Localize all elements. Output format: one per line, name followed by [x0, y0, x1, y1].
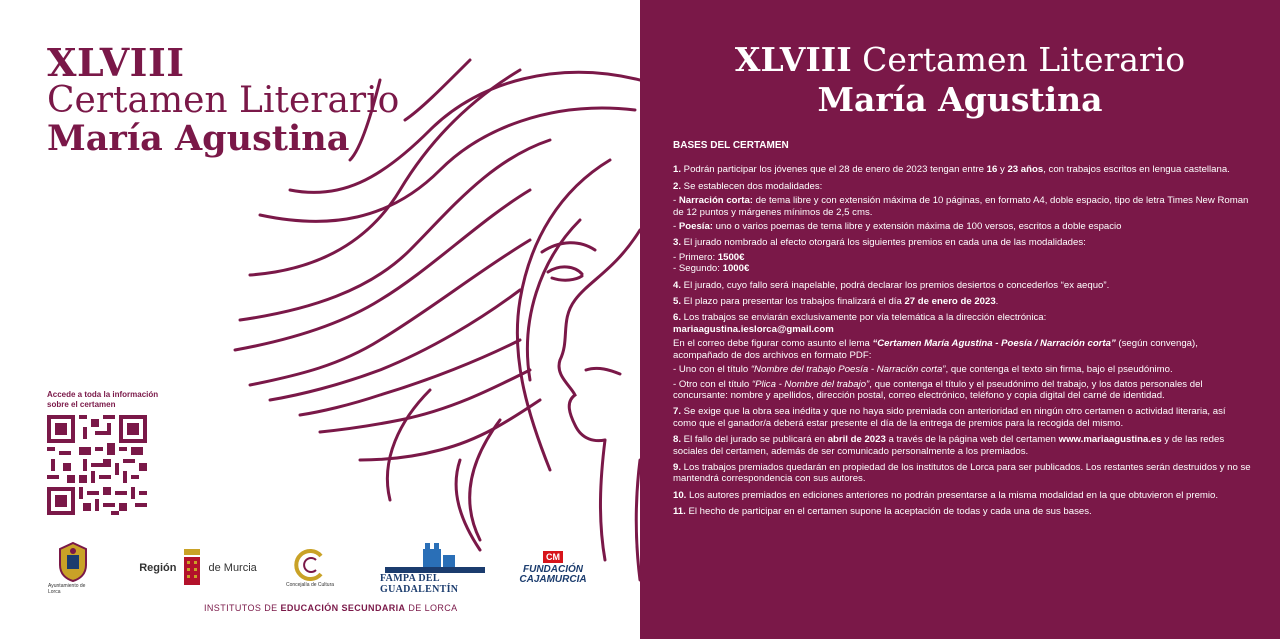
base-1: 1. Podrán participar los jóvenes que el 28 de enero de 2023 tengan entre 16 y 23 años, con trabajos escritos en lengua castellana. [673, 164, 1230, 176]
base-3-prizes: - Primero: 1500€ - Segundo: 1000€ [673, 251, 750, 275]
base-7: 7. Se exige que la obra sea inédita y que no haya sido premiada con anterioridad en ningún otro certamen o actividad literaria, así como que el ganador/a deberá estar presente el día de la entrega de premios para la recogida del mismo. [673, 406, 1226, 429]
bases-heading: BASES DEL CERTAMEN [673, 140, 789, 151]
woman-face-illustration [230, 40, 640, 600]
right-title-rest: Certamen Literario [851, 40, 1186, 79]
base-2: 2. Se establecen dos modalidades: [673, 180, 823, 192]
concejalia-label: Concejalía de Cultura [285, 582, 335, 588]
fundacion-cajamurcia-logo [518, 540, 588, 596]
fampa-logo [380, 540, 490, 596]
bases-section [673, 140, 1251, 523]
base-4: 4. El jurado, cuyo fallo será inapelable, podrá declarar los premios desiertos o concederlos “ex aequo”. [673, 279, 1110, 291]
murcia-emblem-icon [182, 547, 202, 589]
region-label-right: de Murcia [208, 562, 257, 574]
fampa-label: FAMPA DEL GUADALENTÍN [380, 573, 459, 595]
qr-caption-line2: sobre el certamen [47, 400, 116, 409]
base-5: 5. El plazo para presentar los trabajos finalizará el día 27 de enero de 2023. [673, 296, 999, 308]
base-6-doc1: - Uno con el título “Nombre del trabajo Poesía - Narración corta”, que contenga el texto sin firma, bajo el pseudónimo. [673, 364, 1173, 376]
base-9: 9. Los trabajos premiados quedarán en propiedad de los institutos de Lorca para ser publicados. Los restantes serán destruidos y no se mantendrá correspondencia con sus autores. [673, 461, 1251, 485]
institutos-bold: EDUCACIÓN SECUNDARIA [280, 603, 406, 613]
base-10: 10. Los autores premiados en ediciones anteriores no podrán presentarse a la misma modalidad en la que obtuvieron el premio. [673, 489, 1219, 501]
cm-badge: CM [543, 551, 563, 563]
cajamurcia-label: CAJAMURCIA [519, 574, 587, 585]
fundacion-label: FUNDACIÓN [523, 564, 583, 575]
base-3: 3. El jurado nombrado al efecto otorgará los siguientes premios en cada una de las modalidades: [673, 237, 1086, 249]
castle-icon [385, 541, 485, 573]
qr-code[interactable] [47, 415, 147, 515]
base-6: 6. Los trabajos se enviarán exclusivamente por vía telemática a la dirección electrónica: mariaagustina.ieslorca@gmail.com [673, 312, 1047, 335]
qr-caption-line1: Accede a toda la información [47, 390, 159, 399]
ayuntamiento-label: Ayuntamiento de Lorca [48, 583, 86, 595]
left-title-numeral: XLVIII [47, 40, 185, 85]
ayuntamiento-logo [48, 540, 98, 596]
base-6-asunto: En el correo debe figurar como asunto el lema “Certamen María Agustina - Poesía / Narración corta” (según convenga), acompañado de dos archivos en formato PDF: [673, 338, 1198, 361]
base-8: 8. El fallo del jurado se publicará en abril de 2023 a través de la página web del certamen www.mariaagustina.es y de las redes sociales del certamen, además de ser comunicado personalmente a los premiados. [673, 434, 1225, 457]
region-murcia-logo [138, 540, 258, 596]
left-title-line2: Certamen Literario [47, 80, 400, 121]
sponsor-logos [40, 540, 600, 600]
coat-of-arms-icon [56, 541, 90, 583]
institutos-post: DE LORCA [405, 603, 458, 613]
cultura-c-icon [293, 548, 327, 582]
base-11: 11. El hecho de participar en el certamen supone la aceptación de todas y cada una de sus bases. [673, 506, 1092, 518]
base-2-poesia: - Poesía: uno o varios poemas de tema libre y extensión máxima de 100 versos, escritos a doble espacio [673, 221, 1122, 233]
right-title-numeral: XLVIII [734, 40, 852, 79]
right-panel [640, 0, 1280, 639]
concejalia-logo [285, 540, 335, 596]
website-link[interactable]: www.mariaagustina.es [1058, 434, 1162, 446]
institutos-pre: INSTITUTOS DE [204, 603, 281, 613]
left-title-line3: María Agustina [47, 118, 350, 159]
region-label-left: Región [139, 562, 177, 574]
email-link[interactable]: mariaagustina.ieslorca@gmail.com [673, 323, 834, 335]
base-2-narracion: - Narración corta: de tema libre y con extensión máxima de 10 páginas, en formato A4, doble espacio, tipo de letra Times New Roman de 12 puntos y márgenes mínimos de 2,5 cms. [673, 195, 1249, 218]
institutos-footer [204, 603, 458, 613]
right-title-line1 [640, 40, 1280, 79]
right-title-line2: María Agustina [817, 80, 1103, 119]
qr-caption [47, 390, 167, 410]
base-6-doc2: - Otro con el título “Plica - Nombre del trabajo”, que contenga el título y el pseudónimo del trabajo, y los datos personales del concursante: nombre y apellidos, dirección postal, correo electrónico, teléfono y copia digital del carné de identidad. [673, 378, 1203, 401]
